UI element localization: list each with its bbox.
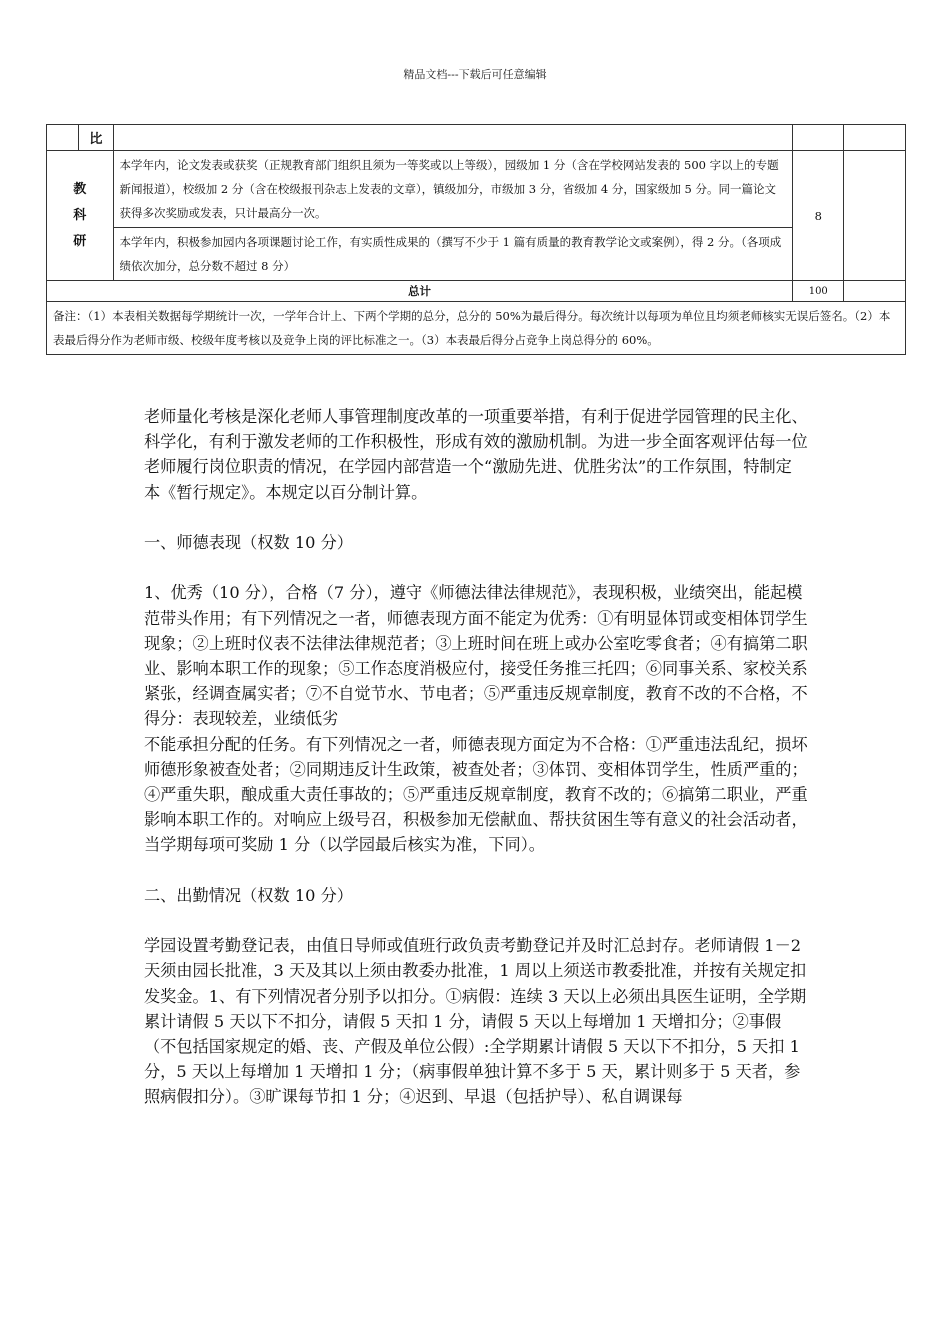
- notes-cell: [47, 302, 906, 355]
- category-fragment: 比: [79, 125, 113, 151]
- category-char: 教: [73, 181, 87, 197]
- category-research: [47, 151, 114, 281]
- section-1-paragraph-2: 不能承担分配的任务。有下列情况之一者，师德表现方面定为不合格：①严重违法乱纪，损坏师德形象被查处者；②同期违反计生政策，被查处者；③体罚、变相体罚学生，性质严重的；④严重失职，酿成重大责任事故的；⑤严重违反规章制度，教育不改的；⑥搞第二职业，严重影响本职工作的。对响应上级号召，积极参加无偿献血、帮扶贫困生等有意义的社会活动者，当学期每项可奖励 1 分（以学园最后核实为准，下同）。: [144, 734, 808, 855]
- table-row-top-fragment: [47, 125, 906, 151]
- table-row-notes: [47, 302, 906, 355]
- section-1-title: 一、师德表现（权数 10 分）: [144, 533, 353, 552]
- research-item-2: [113, 228, 793, 281]
- table-row-total: [47, 281, 906, 302]
- table-cell-empty-score: [793, 125, 844, 151]
- section-1-paragraph-1: 1、优秀（10 分），合格（7 分），遵守《师德法律法律规范》，表现积极，业绩突出，能起模范带头作用；有下列情况之一者，师德表现方面不能定为优秀：①有明显体罚或变相体罚学生现象；②上班时仪表不法律法律规范者；③上班时间在班上或办公室吃零食者；④有搞第二职业、影响本职工作的现象；⑤工作态度消极应付，接受任务推三托四；⑥同事关系、家校关系紧张，经调查属实者；⑦不自觉节水、节电者；⑤严重违反规章制度，教育不改的不合格，不得分：表现较差，业绩低劣: [144, 583, 808, 729]
- notes-text: 备注：（1）本表相关数据每学期统计一次，一学年合计上、下两个学期的总分，总分的 50%为最后得分。每次统计以每项为单位且均须老师核实无误后签名。（2）本表最后得分作为老师市级、校级年度考核以及竞争上岗的评比标准之一。（3）本表最后得分占竞争上岗总得分的 60%。: [53, 309, 891, 347]
- table-cell-blank: [47, 125, 79, 151]
- research-score: 8: [793, 151, 844, 281]
- table-cell-empty-desc: [113, 125, 793, 151]
- table-cell-empty-self: [844, 125, 906, 151]
- table-row-research-1: [47, 151, 906, 228]
- research-item-1: [113, 151, 793, 228]
- section-2-paragraph: 学园设置考勤登记表，由值日导师或值班行政负责考勤登记并及时汇总封存。老师请假 1－2 天须由园长批准，3 天及其以上须由教委办批准，1 周以上须送市教委批准，并按有关规定扣发奖金。1、有下列情况者分别予以扣分。①病假：连续 3 天以上必须出具医生证明，全学期累计请假 5 天以下不扣分，请假 5 天扣 1 分，请假 5 天以上每增加 1 天增扣分；②事假（不包括国家规定的婚、丧、产假及单位公假）:全学期累计请假 5 天以下不扣分，5 天扣 1 分，5 天以上每增加 1 天增扣 1 分；（病事假单独计算不多于 5 天，累计则多于 5 天者，参照病假扣分）。③旷课每节扣 1 分；④迟到、早退（包括护导）、私自调课每: [144, 936, 807, 1107]
- section-2-title: 二、出勤情况（权数 10 分）: [144, 885, 353, 905]
- document-body: [144, 404, 808, 1110]
- table-row-research-2: [47, 228, 906, 281]
- intro-paragraph: 老师量化考核是深化老师人事管理制度改革的一项重要举措，有利于促进学园管理的民主化、科学化，有利于激发老师的工作积极性，形成有效的激励机制。为进一步全面客观评估每一位老师履行岗位职责的情况，在学园内部营造一个“激励先进、优胜劣汰”的工作氛围，特制定本《暂行规定》。本规定以百分制计算。: [144, 407, 808, 502]
- category-char: 研: [73, 233, 87, 249]
- category-char: 科: [73, 207, 87, 223]
- research-self-score: [844, 151, 906, 281]
- total-self-score: [844, 281, 906, 302]
- page-watermark: 精品文档---下载后可任意编辑: [403, 68, 547, 81]
- research-item-2-text: 本学年内，积极参加园内各项课题讨论工作，有实质性成果的（撰写不少于 1 篇有质量的教育教学论文或案例），得 2 分。（各项成绩依次加分，总分数不超过 8 分）: [119, 235, 782, 273]
- total-label: 总计: [47, 281, 793, 302]
- total-score: 100: [793, 281, 844, 302]
- research-item-1-text: 本学年内，论文发表或获奖（正规教育部门组织且须为一等奖或以上等级），园级加 1 分（含在学校网站发表的 500 字以上的专题新闻报道），校级加 2 分（含在校级报刊杂志上发表的文章），镇级加分，市级加 3 分，省级加 4 分，国家级加 5 分。同一篇论文获得多次奖励或发表，只计最高分一次。: [119, 158, 779, 220]
- assessment-table: [46, 124, 906, 355]
